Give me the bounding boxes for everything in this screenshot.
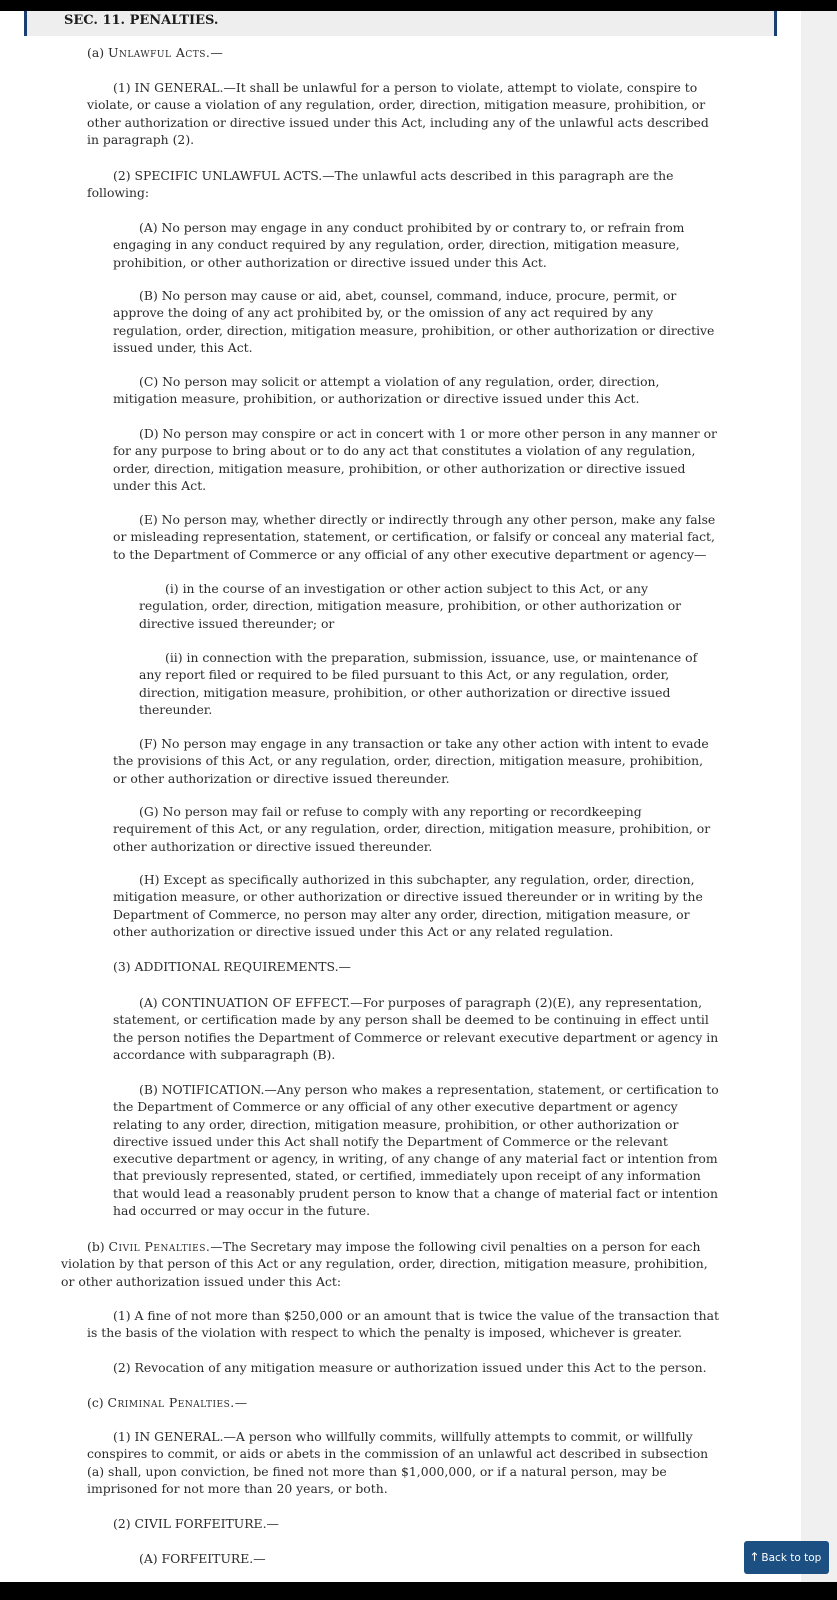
subparagraph-a2H: (H) Except as specifically authorized in this subchapter, any regulation, order, direction, mitigation measure, or other authorization or directive issued thereunder or in writing by the Department of Commerce, no person may alter any order, direction, mitigation measure, or other authorization or directive issued under this Act or any related regulation. xyxy=(113,872,703,939)
bottom-bar xyxy=(0,1582,837,1600)
paragraph-b2: (2) Revocation of any mitigation measure or authorization issued under this Act to the person. xyxy=(113,1360,707,1375)
subsection-c-dash: — xyxy=(234,1395,248,1410)
subsection-b xyxy=(61,1238,719,1290)
subsection-c-heading xyxy=(87,1394,767,1411)
subparagraph-a2A: (A) No person may engage in any conduct prohibited by or contrary to, or refrain from engaging in any conduct required by any regulation, order, direction, mitigation measure, prohibition, or other authorization or directive issued under this Act. xyxy=(113,220,685,270)
paragraph-c2: (2) CIVIL FORFEITURE.— xyxy=(113,1516,279,1531)
paragraph-a2: (2) SPECIFIC UNLAWFUL ACTS.—The unlawful acts described in this paragraph are the following: xyxy=(87,168,674,201)
subsection-b-number: (b) xyxy=(87,1239,109,1254)
subsection-a-number: (a) xyxy=(87,45,108,60)
subparagraph-a2F: (F) No person may engage in any transaction or take any other action with intent to evade the provisions of this Act, or any regulation, order, direction, mitigation measure, prohibition, or other authorization or directive issued thereunder. xyxy=(113,736,709,786)
subparagraph-a2G: (G) No person may fail or refuse to comply with any reporting or recordkeeping requirement of this Act, or any regulation, order, direction, mitigation measure, prohibition, or other authorization or directive issued thereunder. xyxy=(113,804,711,854)
paragraph-a1: (1) IN GENERAL.—It shall be unlawful for a person to violate, attempt to violate, conspire to violate, or cause a violation of any regulation, order, direction, mitigation measure, prohibition, or other authorization or directive issued under this Act, including any of the unlawful acts described in paragraph (2). xyxy=(87,80,709,147)
section-title: SEC. 11. PENALTIES. xyxy=(64,13,219,28)
subsection-a-title: Unlawful Acts. xyxy=(108,45,211,60)
subparagraph-a2E: (E) No person may, whether directly or indirectly through any other person, make any false or misleading representation, statement, or certification, or falsify or conceal any material fact, to the Department of Commerce or any official of any other executive department or agency— xyxy=(113,512,716,562)
clause-a2E-ii: (ii) in connection with the preparation, submission, issuance, use, or maintenance of any report filed or required to be filed pursuant to this Act, or any regulation, order, direction, mitigation measure, prohibition, or other authorization or directive issued thereunder. xyxy=(139,650,698,717)
section-header xyxy=(24,11,777,36)
paragraph-b1: (1) A fine of not more than $250,000 or an amount that is twice the value of the transaction that is the basis of the violation with respect to which the penalty is imposed, whichever is greater. xyxy=(87,1308,719,1341)
arrow-up-icon: 🡑 xyxy=(751,1550,758,1563)
paragraph-c1: (1) IN GENERAL.—A person who willfully commits, willfully attempts to commit, or willfully conspires to commit, or aids or abets in the commission of an unlawful act described in subsection (a) shall, upon conviction, be fined not more than $1,000,000, or if a natural person, may be imprisoned for not more than 20 years, or both. xyxy=(87,1429,709,1496)
subparagraph-a3B: (B) NOTIFICATION.—Any person who makes a representation, statement, or certification to the Department of Commerce or any official of any other executive department or agency relating to any order, direction, mitigation measure, prohibition, or other authorization or directive issued under this Act shall notify the Department of Commerce or the relevant executive department or agency, in writing, of any change of any material fact or intention from that previously represented, stated, or certified, immediately upon receipt of any information that would lead a reasonably prudent person to know that a change of material fact or intention had occurred or may occur in the future. xyxy=(113,1082,719,1219)
back-to-top-button[interactable] xyxy=(744,1541,829,1574)
subsection-c-number: (c) xyxy=(87,1395,108,1410)
top-bar xyxy=(0,0,837,11)
clause-a2E-i: (i) in the course of an investigation or other action subject to this Act, or any regulation, order, direction, mitigation measure, prohibition, or other authorization or directive issued thereunder; or xyxy=(139,581,682,631)
subparagraph-a2B: (B) No person may cause or aid, abet, counsel, command, induce, procure, permit, or approve the doing of any act prohibited by, or the omission of any act required by any regulation, order, direction, mitigation measure, prohibition, or other authorization or directive issued under, this Act. xyxy=(113,288,715,355)
subsection-a-heading xyxy=(87,44,767,61)
subparagraph-a2C: (C) No person may solicit or attempt a violation of any regulation, order, direction, mitigation measure, prohibition, or authorization or directive issued under this Act. xyxy=(113,374,660,407)
subsection-c-title: Criminal Penalties. xyxy=(107,1395,235,1410)
subsection-a-dash: — xyxy=(210,45,223,60)
subparagraph-a3A: (A) CONTINUATION OF EFFECT.—For purposes of paragraph (2)(E), any representation, statement, or certification made by any person shall be deemed to be continuing in effect until the person notifies the Department of Commerce or relevant executive department or agency in accordance with subparagraph (B). xyxy=(113,995,719,1062)
subparagraph-c2A: (A) FORFEITURE.— xyxy=(139,1551,266,1566)
paragraph-a3: (3) ADDITIONAL REQUIREMENTS.— xyxy=(113,959,351,974)
scrollbar-gutter[interactable] xyxy=(801,11,837,1582)
subsection-b-title: Civil Penalties. xyxy=(108,1239,211,1254)
subsection-b-text: —The Secretary may impose the following civil penalties on a person for each violation by that person of this Act or any regulation, order, direction, mitigation measure, prohibition, or other authorization issued under this Act: xyxy=(61,1239,708,1289)
subparagraph-a2D: (D) No person may conspire or act in concert with 1 or more other person in any manner or for any purpose to bring about or to do any act that constitutes a violation of any regulation, order, direction, mitigation measure, prohibition, or other authorization or directive issued under this Act. xyxy=(113,426,717,493)
back-to-top-label: Back to top xyxy=(761,1551,822,1564)
